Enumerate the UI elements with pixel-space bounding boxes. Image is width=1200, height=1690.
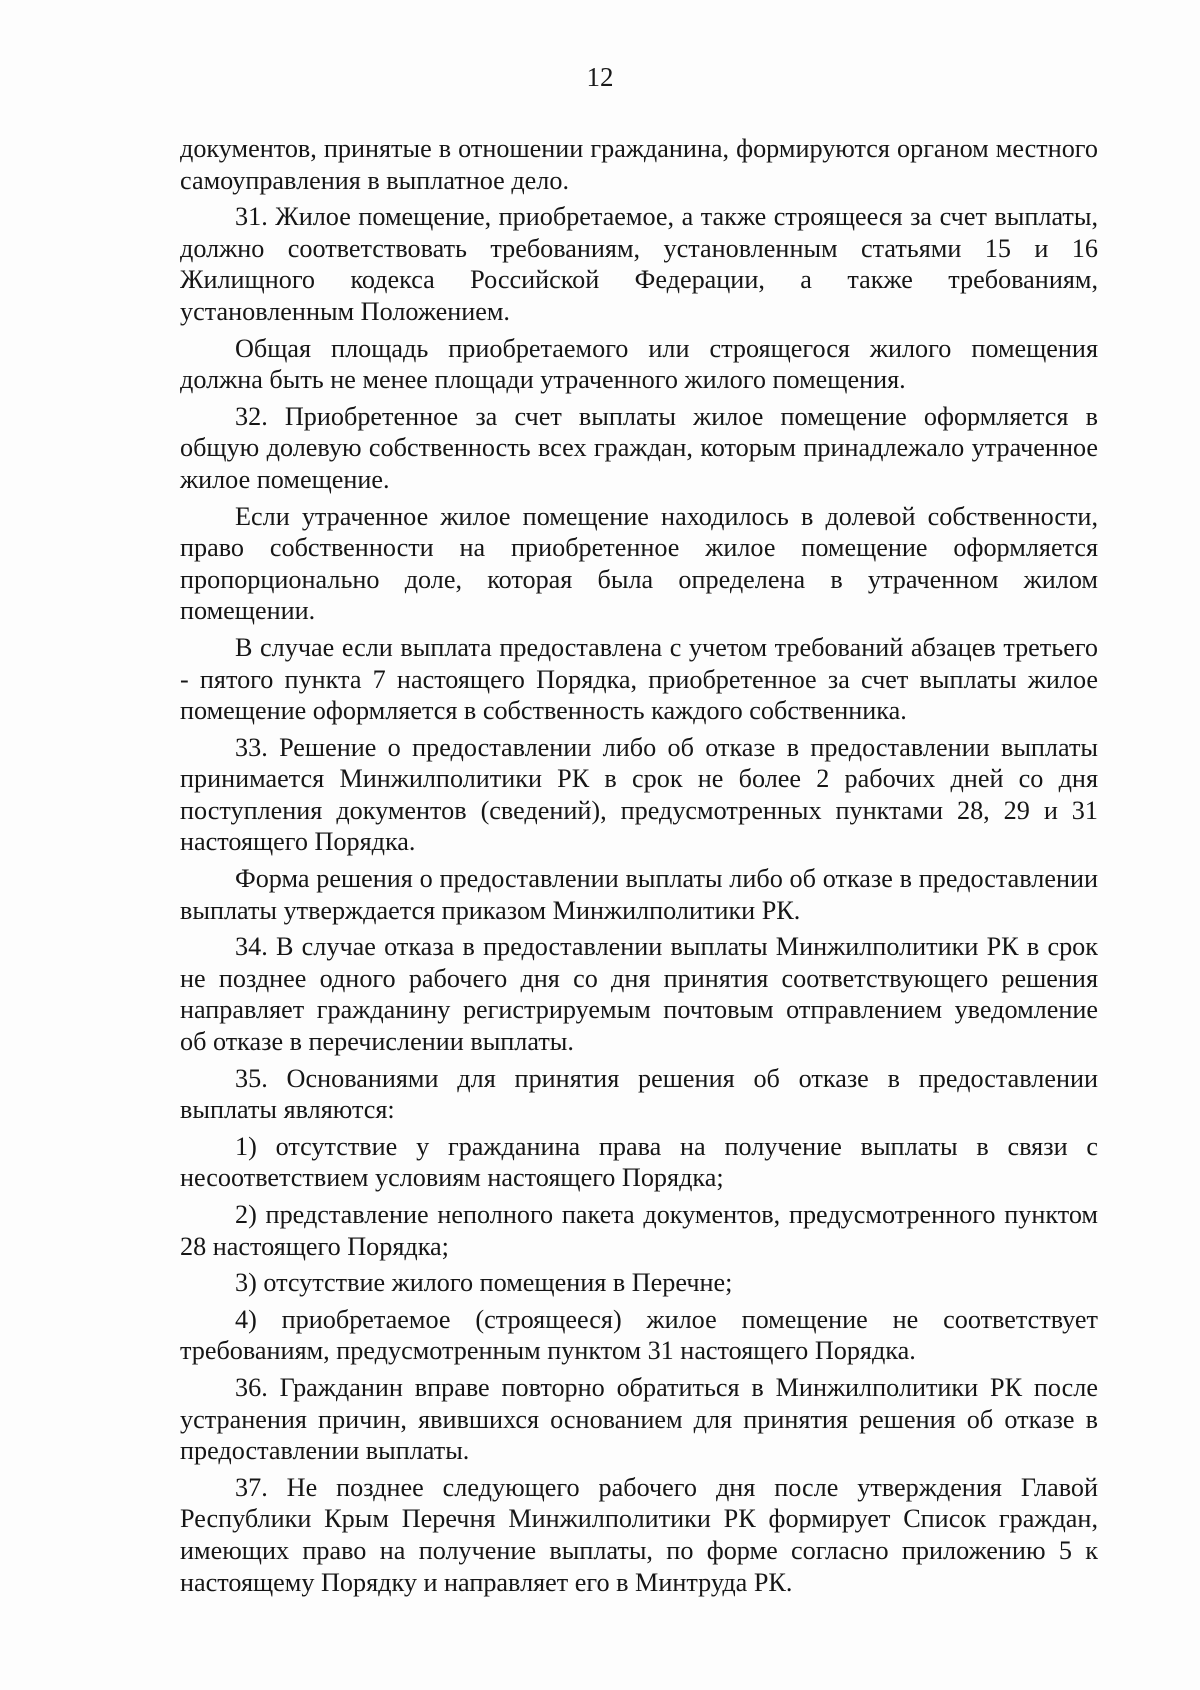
- paragraph-item-34: 34. В случае отказа в предоставлении выплаты Минжилполитики РК в срок не позднее одного рабочего дня со дня принятия соответствующего решения направляет гражданину регистрируемым почтовым отправлением уведомление об отказе в перечислении выплаты.: [180, 932, 1098, 1057]
- paragraph-item-33: 33. Решение о предоставлении либо об отказе в предоставлении выплаты принимается Минжилполитики РК в срок не более 2 рабочих дней со дня поступления документов (сведений), предусмотренных пунктами 28, 29 и 31 настоящего Порядка.: [180, 732, 1098, 857]
- paragraph-item-36: 36. Гражданин вправе повторно обратиться в Минжилполитики РК после устранения причин, явившихся основанием для принятия решения об отказе в предоставлении выплаты.: [180, 1372, 1098, 1466]
- paragraph-item-31: 31. Жилое помещение, приобретаемое, а также строящееся за счет выплаты, должно соответствовать требованиям, установленным статьями 15 и 16 Жилищного кодекса Российской Федерации, а также требованиям, установленным Положением.: [180, 202, 1098, 326]
- list-item: 4) приобретаемое (строящееся) жилое помещение не соответствует требованиям, предусмотренным пунктом 31 настоящего Порядка.: [180, 1304, 1098, 1366]
- list-item: 1) отсутствие у гражданина права на получение выплаты в связи с несоответствием условиям настоящего Порядка;: [180, 1131, 1098, 1193]
- paragraph-item-32: 32. Приобретенное за счет выплаты жилое помещение оформляется в общую долевую собственность всех граждан, которым принадлежало утраченное жилое помещение.: [180, 401, 1098, 494]
- list-item: 3) отсутствие жилого помещения в Перечне;: [235, 1268, 733, 1298]
- paragraph-item-35: 35. Основаниями для принятия решения об отказе в предоставлении выплаты являются:: [180, 1063, 1098, 1125]
- list-item: 2) представление неполного пакета документов, предусмотренного пунктом 28 настоящего Порядка;: [180, 1200, 1098, 1261]
- paragraph: Форма решения о предоставлении выплаты либо об отказе в предоставлении выплаты утверждается приказом Минжилполитики РК.: [180, 864, 1098, 925]
- paragraph-item-37: 37. Не позднее следующего рабочего дня после утверждения Главой Республики Крым Перечня Минжилполитики РК формирует Список граждан, имеющих право на получение выплаты, по форме согласно приложению 5 к настоящему Порядку и направляет его в Минтруда РК.: [180, 1472, 1098, 1597]
- paragraph: документов, принятые в отношении гражданина, формируются органом местного самоуправления в выплатное дело.: [180, 134, 1098, 195]
- paragraph: Если утраченное жилое помещение находилось в долевой собственности, право собственности на приобретенное жилое помещение оформляется пропорционально доле, которая была определена в утраченном жилом помещении.: [180, 501, 1098, 626]
- document-body: [180, 133, 1098, 1598]
- paragraph: В случае если выплата предоставлена с учетом требований абзацев третьего - пятого пункта 7 настоящего Порядка, приобретенное за счет выплаты жилое помещение оформляется в собственность каждого собственника.: [180, 632, 1098, 726]
- paragraph: Общая площадь приобретаемого или строящегося жилого помещения должна быть не менее площади утраченного жилого помещения.: [180, 333, 1098, 395]
- page-number: 12: [586, 62, 614, 92]
